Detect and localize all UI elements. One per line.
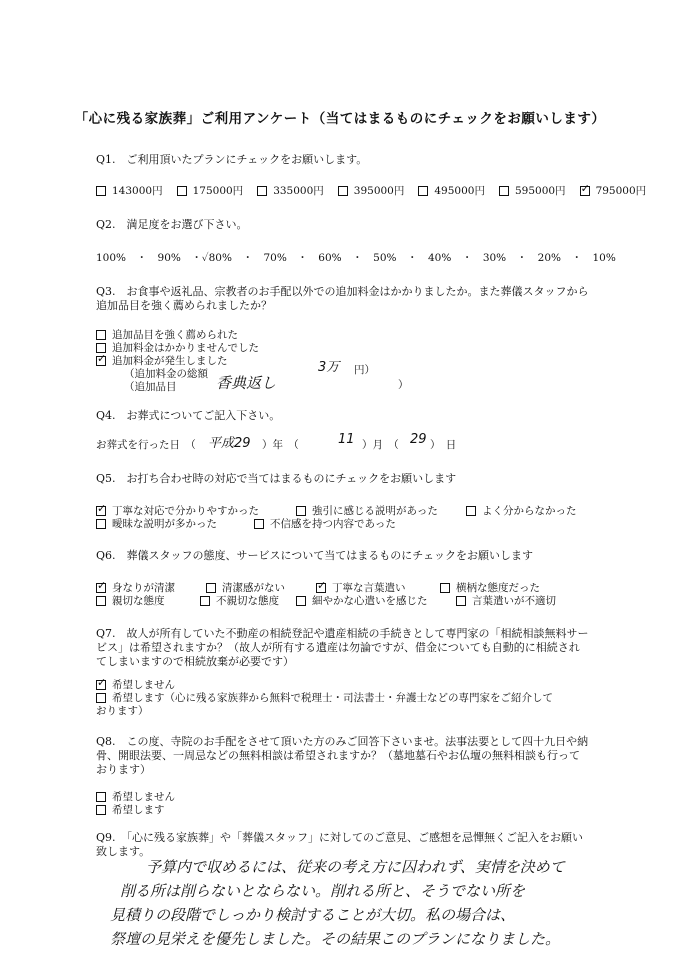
q7-question-line1: Q7. 故人が所有していた不動産の相続登記や遺産相続の手続きとして専門家の「相続相談無料サー <box>96 627 589 640</box>
q1-question: Q1. ご利用頂いたプランにチェックをお願いします。 <box>96 153 368 166</box>
q4-month[interactable]: 11 <box>338 432 355 447</box>
q4-day-unit: ） 日 <box>430 439 457 451</box>
q7-question-line2: ビス」は希望されますか？（故人が所有する遺産は勿論ですが、借金についても自動的に相続され <box>96 641 580 654</box>
q5-option-5[interactable]: 不信感を持つ内容であった <box>254 516 396 531</box>
q4-day[interactable]: 29 <box>410 432 427 447</box>
q8-option-1[interactable]: 希望しません <box>96 789 175 804</box>
q1-option-label: 495000円 <box>434 185 485 197</box>
q1-option-label: 795000円 <box>595 185 647 197</box>
q7-option-1[interactable]: ✓希望しません <box>96 677 175 692</box>
q6-checkbox-2[interactable] <box>206 583 216 593</box>
q3-question-line2: 追加品目を強く薦められましたか？ <box>96 299 272 312</box>
q1-option[interactable] <box>418 183 485 198</box>
q3-checkbox-1[interactable] <box>96 330 106 340</box>
q1-checkbox[interactable] <box>580 186 590 196</box>
q6-option-3[interactable]: ✓ 丁寧な言葉遣い <box>316 580 406 595</box>
q1-option-label: 395000円 <box>353 185 405 197</box>
q3-option-1[interactable]: 追加品目を強く薦められた <box>96 327 238 342</box>
q5-option-4[interactable]: 曖昧な説明が多かった <box>96 516 217 531</box>
q9-answer-line-1[interactable]: 予算内で収めるには、従来の考え方に囚われず、実情を決めて <box>146 858 565 876</box>
q5-option-1[interactable]: ✓丁寧な対応で分かりやすかった <box>96 503 259 518</box>
q1-option[interactable] <box>96 183 163 198</box>
q7-checkbox-1[interactable] <box>96 680 106 690</box>
q6-checkbox-5[interactable] <box>96 596 106 606</box>
q5-option-2[interactable]: 強引に感じる説明があった <box>296 503 438 518</box>
q6-option-8[interactable]: 言葉遣いが不適切 <box>456 593 556 608</box>
q5-checkbox-2[interactable] <box>296 506 306 516</box>
q1-option-label: 595000円 <box>514 185 566 197</box>
q6-option-5[interactable]: 親切な態度 <box>96 593 165 608</box>
q3-checkbox-3[interactable] <box>96 356 106 366</box>
q7-checkbox-2[interactable] <box>96 693 106 703</box>
q3-option-3[interactable]: ✓追加料金が発生しました <box>96 353 228 368</box>
q2-question: Q2. 満足度をお選び下さい。 <box>96 218 248 231</box>
q8-question-line2: 骨、開眼法要、一周忌などの無料相談は希望されますか？（墓地墓石やお仏壇の無料相談も行って <box>96 749 580 762</box>
q5-checkbox-3[interactable] <box>466 506 476 516</box>
q6-option-1[interactable]: ✓身なりが清潔 <box>96 580 175 595</box>
survey-title: 「心に残る家族葬」ご利用アンケート（当てはまるものにチェックをお願いします） <box>74 111 606 127</box>
q6-checkbox-6[interactable] <box>200 596 210 606</box>
q3-item-value[interactable]: 香典返し <box>216 374 277 392</box>
q1-checkbox[interactable] <box>177 186 187 196</box>
q7-question-line3: てしまいますので相続放棄が必要です） <box>96 655 294 668</box>
q3-option-2[interactable]: 追加料金はかかりませんでした <box>96 340 259 355</box>
q8-question-line3: おります） <box>96 763 151 776</box>
q1-options <box>96 183 660 198</box>
q1-option[interactable] <box>177 183 244 198</box>
q5-checkbox-4[interactable] <box>96 519 106 529</box>
q6-checkbox-4[interactable] <box>440 583 450 593</box>
q8-question-line1: Q8. この度、寺院のお手配をさせて頂いた方のみご回答下さいませ。法事法要として四十九日や納 <box>96 735 589 748</box>
q4-era-year[interactable]: 平成29 <box>208 436 251 451</box>
q7-option-2[interactable]: 希望します（心に残る家族葬から無料で税理士・司法書士・弁護士などの専門家をご紹介して <box>96 690 553 705</box>
q3-total-value[interactable]: 3万 <box>318 360 340 375</box>
q9-question-line2: 致します。 <box>96 845 151 858</box>
q6-checkbox-7[interactable] <box>296 596 306 606</box>
q4-year-unit: ）年 （ <box>262 439 299 451</box>
q3-item-close: ） <box>398 379 409 391</box>
q3-total-unit: 円） <box>354 364 375 376</box>
q1-checkbox[interactable] <box>338 186 348 196</box>
q1-option-label: 143000円 <box>112 185 163 197</box>
q9-answer-line-3[interactable]: 見積りの段階でしっかり検討することが大切。私の場合は、 <box>110 906 516 924</box>
q5-question: Q5. お打ち合わせ時の対応で当てはまるものにチェックをお願いします <box>96 472 457 485</box>
q1-option-label: 335000円 <box>273 185 324 197</box>
q3-question-line1: Q3. お食事や返礼品、宗教者のお手配以外での追加料金はかかりましたか。また葬儀スタッフから <box>96 285 589 298</box>
q4-question: Q4. お葬式についてご記入下さい。 <box>96 409 281 422</box>
q1-option[interactable] <box>257 183 324 198</box>
q8-checkbox-2[interactable] <box>96 805 106 815</box>
q9-question-line1: Q9. 「心に残る家族葬」や「葬儀スタッフ」に対してのご意見、ご感想を忌憚無くご記入をお願い <box>96 831 584 844</box>
q1-option[interactable] <box>580 183 647 198</box>
q6-checkbox-8[interactable] <box>456 596 466 606</box>
q5-checkbox-5[interactable] <box>254 519 264 529</box>
q8-option-2[interactable]: 希望します <box>96 802 165 817</box>
q6-option-7[interactable]: 細やかな心遣いを感じた <box>296 593 428 608</box>
q3-total-label: （追加料金の総額 <box>124 368 208 380</box>
q3-item-label: （追加品目 <box>124 381 177 393</box>
q1-checkbox[interactable] <box>499 186 509 196</box>
q5-checkbox-1[interactable] <box>96 506 106 516</box>
q7-option-2-cont: おります） <box>96 705 149 717</box>
q1-checkbox[interactable] <box>96 186 106 196</box>
q9-answer-line-4[interactable]: 祭壇の見栄えを優先しました。その結果このプランになりました。 <box>110 930 561 948</box>
q6-question: Q6. 葬儀スタッフの態度、サービスについて当てはまるものにチェックをお願いします <box>96 549 533 562</box>
q4-date-label: お葬式を行った日 （ <box>96 439 196 451</box>
q6-checkbox-3[interactable] <box>316 583 326 593</box>
q6-option-4[interactable]: 横柄な態度だった <box>440 580 540 595</box>
q1-checkbox[interactable] <box>257 186 267 196</box>
q6-option-2[interactable]: 清潔感がない <box>206 580 285 595</box>
q8-checkbox-1[interactable] <box>96 792 106 802</box>
q1-option-label: 175000円 <box>192 185 244 197</box>
q2-satisfaction-scale: 100% ・ 90% ・✓80% ・ 70% ・ 60% ・ 50% ・ 40% ・ 30% ・ 20% ・ 10% <box>96 252 616 264</box>
q9-answer-line-2[interactable]: 削る所は削らないとならない。削れる所と、そうでない所を <box>120 882 526 900</box>
q1-option[interactable] <box>338 183 405 198</box>
q6-option-6[interactable]: 不親切な態度 <box>200 593 279 608</box>
q4-month-unit: ）月 （ <box>362 439 399 451</box>
q6-checkbox-1[interactable] <box>96 583 106 593</box>
q5-option-3[interactable]: よく分からなかった <box>466 503 577 518</box>
q1-option[interactable] <box>499 183 566 198</box>
q1-checkbox[interactable] <box>418 186 428 196</box>
